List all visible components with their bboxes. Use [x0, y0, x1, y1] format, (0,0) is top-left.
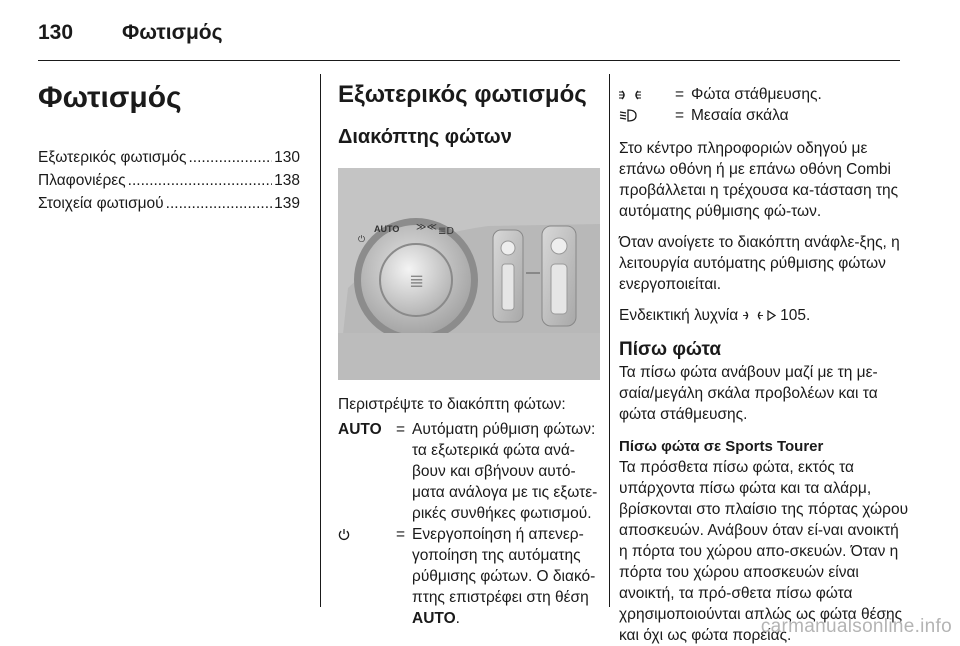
watermark: carmanualsonline.info	[760, 616, 952, 637]
rotate-instruction: Περιστρέψτε το διακόπτη φώτων:	[338, 396, 566, 413]
toc-entry-page: 139	[274, 195, 300, 212]
position-row-side-lights	[619, 84, 911, 105]
toc-column	[38, 70, 300, 215]
light-switch-illustration	[338, 168, 600, 380]
light-switch-photo	[338, 168, 600, 380]
column-divider-1	[320, 74, 321, 607]
svg-text:≫≪: ≫≪	[416, 222, 437, 233]
equals-sign: =	[396, 526, 406, 543]
position-row-power	[338, 524, 600, 629]
page-number: 130	[38, 21, 74, 44]
side-lights-icon	[743, 310, 763, 321]
switch-positions-list-continued	[619, 84, 911, 126]
toc-leader-dots	[189, 146, 273, 169]
toc-entry-page: 130	[274, 149, 300, 166]
header-rule	[38, 60, 900, 61]
ignition-paragraph: Όταν ανοίγετε το διακόπτη ανάφλε-ξης, η λειτουργία αυτόματης ρύθμισης φώτων ενεργοποιείται.	[619, 234, 900, 293]
indicator-reference	[619, 305, 911, 326]
position-description-end: .	[455, 610, 460, 627]
subsection-heading: Διακόπτης φώτων	[338, 126, 512, 148]
toc-entry[interactable]	[38, 192, 300, 215]
toc-entry-label: Πλαφονιέρες	[38, 172, 126, 189]
position-description: Φώτα στάθμευσης.	[691, 86, 822, 103]
page-header	[38, 18, 223, 48]
equals-sign: =	[675, 86, 685, 103]
toc-entry-page: 138	[274, 172, 300, 189]
position-description: Αυτόματη ρύθμιση φώτων: τα εξωτερικά φώτα ανά-βουν και σβήνουν αυτό-ματα ανάλογα με τις εξωτε-ρικές συνθήκες φωτισμού.	[412, 421, 598, 522]
section-heading: Εξωτερικός φωτισμός	[338, 81, 587, 108]
toc-leader-dots	[166, 192, 272, 215]
switch-positions-list	[338, 419, 600, 629]
side-lights-icon	[619, 89, 641, 101]
position-row-auto	[338, 419, 600, 524]
dial-label-auto: AUTO	[374, 224, 400, 234]
sports-tourer-paragraph: Τα πρόσθετα πίσω φώτα, εκτός τα υπάρχοντα πίσω φώτα και τα αλάρμ, βρίσκονται στο πλαίσιο της πόρτας χώρου αποσκευών. Ανάβουν όταν εί-ναι ανοικτή η πόρτα του χώρου απο-σκευών. Όταν η πόρτα του χώρου αποσκευών είναι ανοικτή, τα πρό-σθετα πίσω φώτα χρησιμοποιούνται απλώς ως φώτα θέσης και όχι ως φώτα πορείας.	[619, 459, 909, 644]
indicator-page-link[interactable]: 105.	[780, 307, 811, 324]
position-description-bold: AUTO	[412, 610, 456, 627]
toc-entry-label: Στοιχεία φωτισμού	[38, 195, 164, 212]
toc-list	[38, 146, 300, 215]
position-description: Ενεργοποίηση ή απενερ-γοποίηση της αυτόματης ρύθμισης φώτων. Ο διακό-πτης επιστρέφει στη θέση	[412, 526, 596, 606]
exterior-lights-column	[338, 70, 600, 629]
equals-sign: =	[675, 107, 685, 124]
power-icon	[338, 528, 350, 541]
toc-entry-label: Εξωτερικός φωτισμός	[38, 149, 187, 166]
toc-leader-dots	[128, 169, 272, 192]
info-center-paragraph: Στο κέντρο πληροφοριών οδηγού με επάνω οθόνη ή με επάνω οθόνη Combi προβάλλεται η τρέχουσα κα-τάσταση της αυτόματης ρύθμισης φώ-των.	[619, 140, 899, 220]
indicator-prefix: Ενδεικτική λυχνία	[619, 307, 739, 324]
sports-tourer-heading: Πίσω φώτα σε Sports Tourer	[619, 438, 824, 455]
position-term: AUTO	[338, 421, 382, 438]
svg-text:⏻: ⏻	[358, 235, 366, 245]
position-description: Μεσαία σκάλα	[691, 107, 789, 124]
rear-lights-heading: Πίσω φώτα	[619, 339, 722, 360]
column-divider-2	[609, 74, 610, 607]
rear-lights-column	[619, 70, 911, 646]
rear-lights-paragraph: Τα πίσω φώτα ανάβουν μαζί με τη με-σαία/μεγάλη σκάλα προβολέων και τα φώτα στάθμευσης.	[619, 364, 878, 423]
header-section-title: Φωτισμός	[122, 21, 223, 44]
toc-entry[interactable]	[38, 146, 300, 169]
equals-sign: =	[396, 421, 406, 438]
page-reference-arrow-icon[interactable]	[767, 310, 776, 321]
svg-text:≣D: ≣D	[438, 226, 455, 237]
position-row-low-beam	[619, 105, 911, 126]
svg-text:≣: ≣	[409, 271, 425, 292]
toc-entry[interactable]	[38, 169, 300, 192]
chapter-title: Φωτισμός	[38, 81, 182, 114]
low-beam-icon	[619, 109, 637, 122]
